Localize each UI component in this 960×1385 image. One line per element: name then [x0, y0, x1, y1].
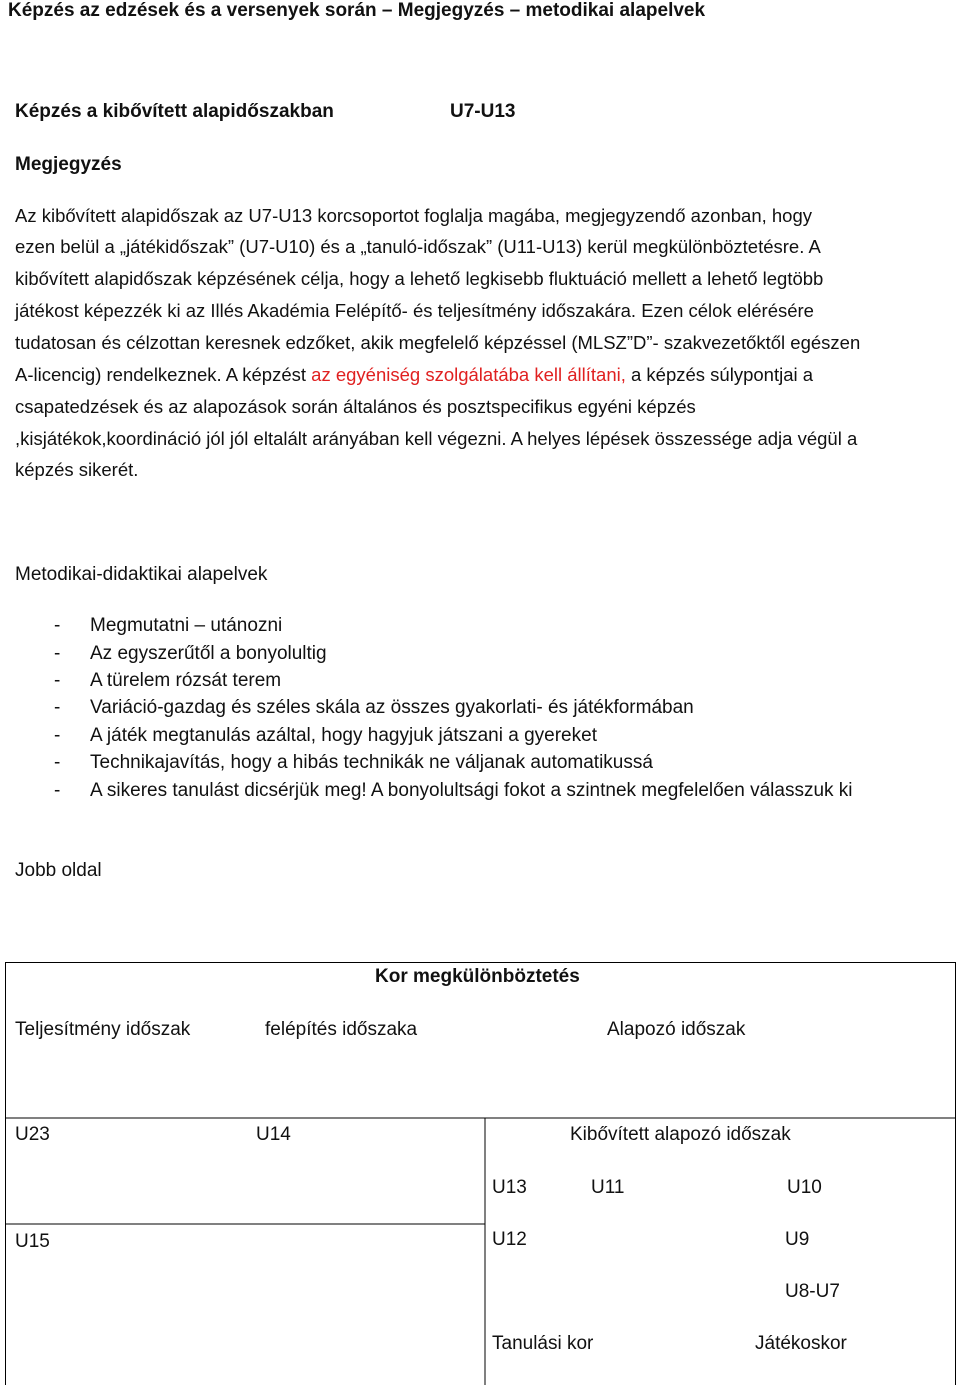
paragraph-line: tudatosan és célzottan keresnek edzőket, akik megfelelő képzéssel (MLSZ”D”- szakvezetőktől egészen	[15, 332, 861, 353]
table-title: Kor megkülönböztetés	[375, 966, 580, 987]
list-item: Technikajavítás, hogy a hibás technikák ne váljanak automatikussá	[90, 752, 653, 773]
section-title: Képzés a kibővített alapidőszakban	[15, 101, 334, 122]
paragraph-line: játékost képezzék ki az Illés Akadémia Felépítő- és teljesítmény időszakára. Ezen célok elérésére	[15, 300, 814, 321]
table-cell: Kibővített alapozó időszak	[570, 1124, 791, 1145]
list-item: A türelem rózsát terem	[90, 670, 282, 691]
table-cell: U14	[256, 1124, 291, 1145]
paragraph-line: kibővített alapidőszak képzésének célja, hogy a lehető legkisebb fluktuáció mellett a lehető legtöbb	[15, 268, 824, 289]
bullet-dash: -	[54, 643, 61, 664]
section-subtitle: Megjegyzés	[15, 154, 122, 175]
bullet-dash: -	[54, 670, 61, 691]
page-title: Képzés az edzések és a versenyek során – Megjegyzés – metodikai alapelvek	[8, 0, 706, 21]
table-header-cell: Teljesítmény időszak	[15, 1019, 191, 1040]
table-header-cell: felépítés időszaka	[265, 1019, 418, 1040]
table-header-cell: Alapozó időszak	[607, 1019, 746, 1040]
table-cell: U12	[492, 1229, 527, 1250]
list-item: A játék megtanulás azáltal, hogy hagyjuk játszani a gyereket	[90, 725, 597, 746]
bullet-dash: -	[54, 697, 61, 718]
table-cell: Tanulási kor	[492, 1333, 594, 1354]
list-item: Variáció-gazdag és széles skála az összes gyakorlati- és játékformában	[90, 697, 694, 718]
paragraph-line: ezen belül a „játékidőszak” (U7-U10) és a „tanuló-időszak” (U11-U13) kerül megkülönböztetésre. A	[15, 236, 821, 257]
paragraph-line: Az kibővített alapidőszak az U7-U13 korcsoportot foglalja magába, megjegyzendő azonban, hogy	[15, 205, 812, 226]
methods-title: Metodikai-didaktikai alapelvek	[15, 564, 268, 585]
bullet-dash: -	[54, 780, 61, 801]
paragraph-text: a képzés súlypontjai a	[625, 364, 814, 385]
list-item: Megmutatni – utánozni	[90, 615, 283, 636]
table-cell: Játékoskor	[755, 1333, 847, 1354]
table-cell: U10	[787, 1177, 822, 1198]
bullet-dash: -	[54, 615, 61, 636]
table-cell: U15	[15, 1231, 50, 1252]
table-cell: U13	[492, 1177, 527, 1198]
paragraph-line: csapatedzések és az alapozások során általános és posztspecifikus egyéni képzés	[15, 396, 696, 417]
paragraph-text: A-licencig) rendelkeznek. A képzést	[15, 364, 312, 385]
paragraph-line: képzés sikerét.	[15, 459, 139, 480]
age-range: U7-U13	[450, 101, 516, 122]
table-cell: U23	[15, 1124, 50, 1145]
highlighted-text: az egyéniség szolgálatába kell állítani,	[311, 364, 626, 385]
list-item: A sikeres tanulást dicsérjük meg! A bonyolultsági fokot a szintnek megfelelően válasszuk ki	[90, 780, 853, 801]
jobb-oldal-label: Jobb oldal	[15, 860, 102, 881]
paragraph-line: ,kisjátékok,koordináció jól jól eltalált arányában kell végezni. A helyes lépések összessége adja végül a	[15, 428, 858, 449]
bullet-dash: -	[54, 752, 61, 773]
list-item: Az egyszerűtől a bonyolultig	[90, 643, 327, 664]
bullet-dash: -	[54, 725, 61, 746]
table-cell: U9	[785, 1229, 810, 1250]
table-cell: U11	[591, 1177, 625, 1198]
table-cell: U8-U7	[785, 1281, 840, 1302]
